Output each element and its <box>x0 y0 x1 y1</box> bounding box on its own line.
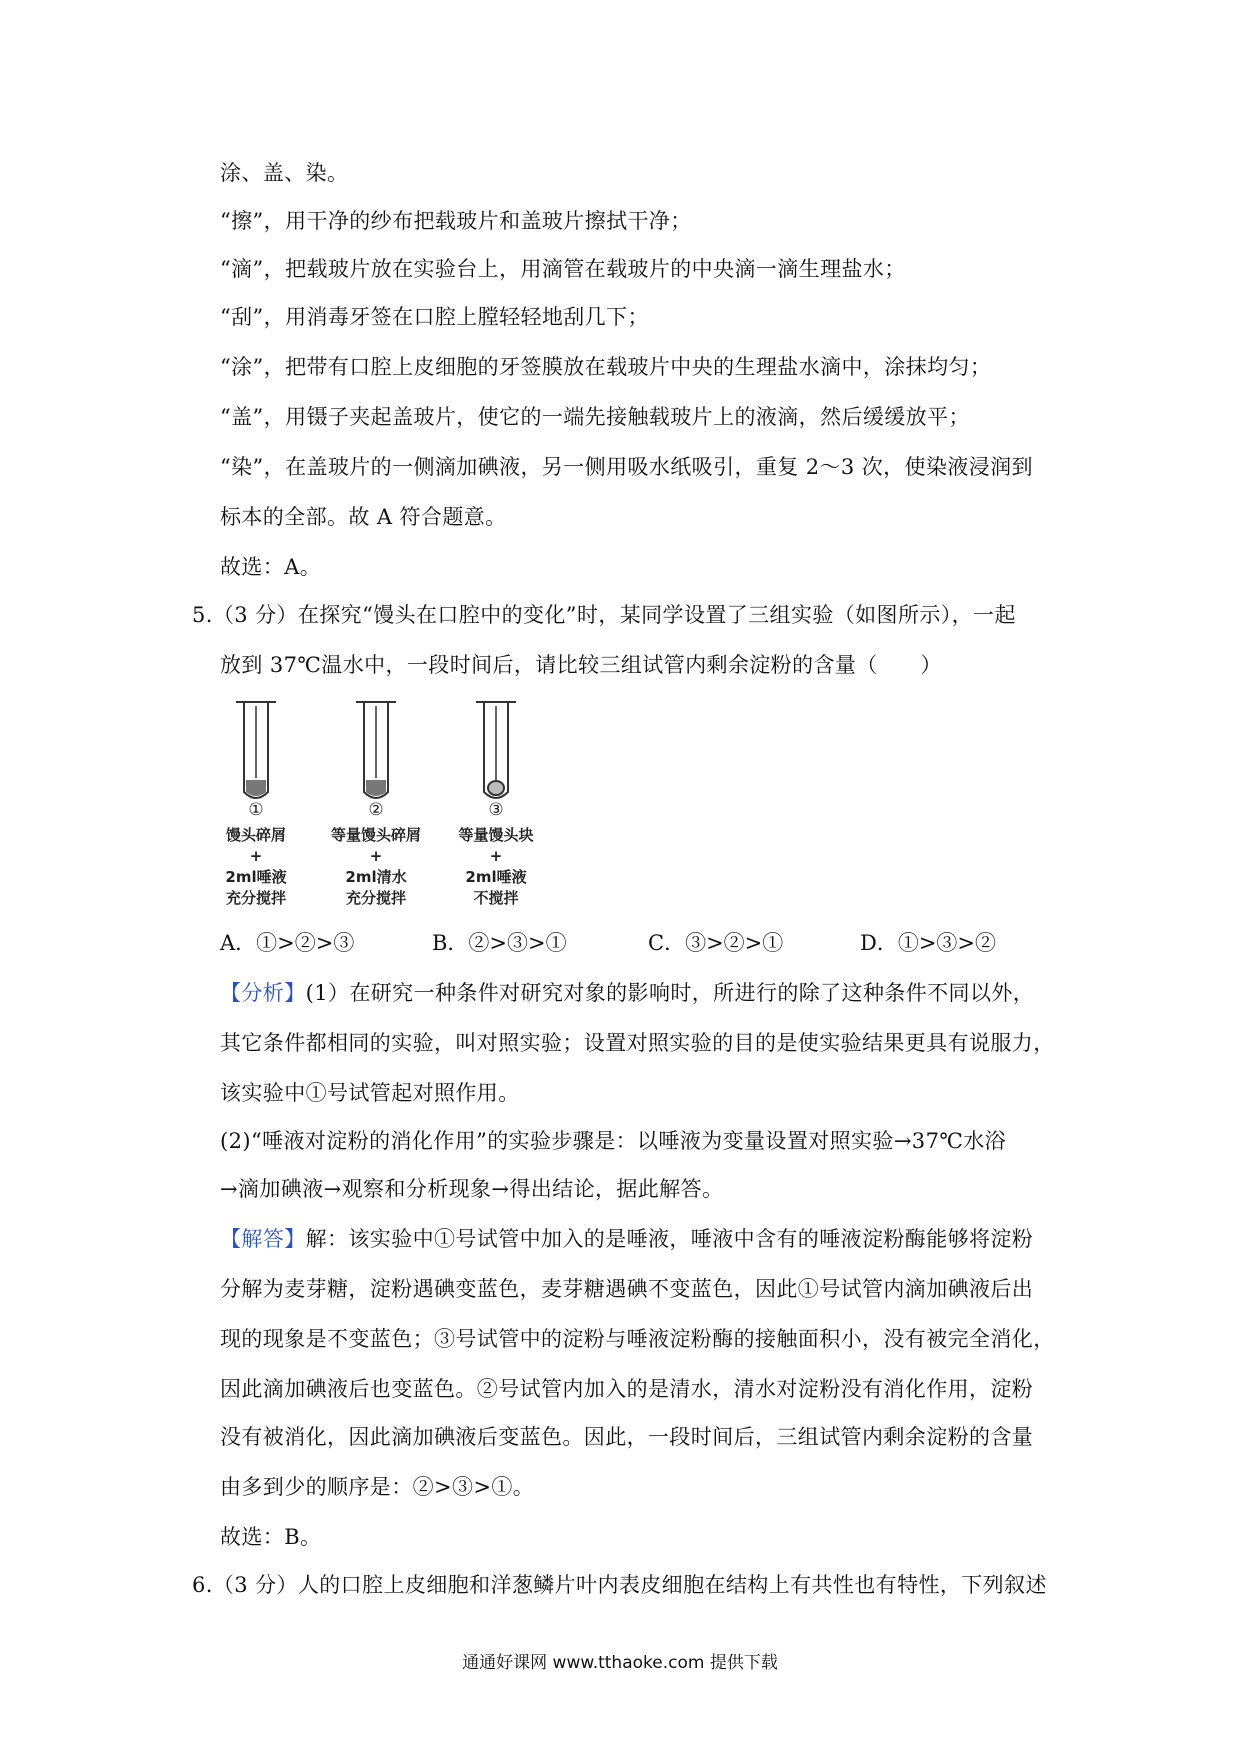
tube-2-stirring: 充分搅拌 <box>345 889 406 907</box>
footer-source: 通通好课网 www.tthaoke.com 提供下载 <box>462 1653 778 1673</box>
tube-1-stirring: 充分搅拌 <box>225 889 286 907</box>
solution-line5: 没有被消化，因此滴加碘液后变蓝色。因此，一段时间后，三组试管内剩余淀粉的含量 <box>220 1425 1034 1449</box>
solution-line3: 现的现象是不变蓝色；③号试管中的淀粉与唾液淀粉酶的接触面积小，没有被完全消化， <box>220 1327 1055 1351</box>
tube-3-stirring: 不搅拌 <box>473 889 519 907</box>
solution-tag: 【解答】 <box>220 1227 306 1251</box>
step-ran-line1: “染”，在盖玻片的一侧滴加碘液，另一侧用吸水纸吸引，重复 2～3 次，使染液浸润到 <box>220 455 1033 479</box>
tube-1-content: 馒头碎屑 <box>225 826 286 844</box>
test-tube-3 <box>476 702 516 798</box>
test-tube-2 <box>356 702 396 798</box>
step-tu: “涂”，把带有口腔上皮细胞的牙签膜放在载玻片中央的生理盐水滴中，涂抹均匀； <box>220 355 992 379</box>
option-c: C．③>②>① <box>648 931 784 955</box>
solution-line6: 由多到少的顺序是：②>③>①。 <box>220 1475 535 1499</box>
solution-line1 <box>220 1224 1070 1254</box>
test-tube-figure <box>220 700 550 910</box>
test-tube-1 <box>236 702 276 798</box>
option-b: B．②>③>① <box>432 931 567 955</box>
step-gai: “盖”，用镊子夹起盖玻片，使它的一端先接触载玻片上的液滴，然后缓缓放平； <box>220 405 970 429</box>
analysis-line4: (2)“唾液对淀粉的消化作用”的实验步骤是：以唾液为变量设置对照实验→37℃水浴 <box>220 1129 1007 1153</box>
solution-line4: 因此滴加碘液后也变蓝色。②号试管内加入的是清水，清水对淀粉没有消化作用，淀粉 <box>220 1377 1034 1401</box>
step-di: “滴”，把载玻片放在实验台上，用滴管在载玻片的中央滴一滴生理盐水； <box>220 257 906 281</box>
step-gua: “刮”，用消毒牙签在口腔上膛轻轻地刮几下； <box>220 305 649 329</box>
tube-3-liquid: 2ml唾液 <box>465 868 527 886</box>
tube-3-plus: + <box>489 847 503 865</box>
solution-text-1: 解：该实验中①号试管中加入的是唾液，唾液中含有的唾液淀粉酶能够将淀粉 <box>305 1227 1034 1251</box>
tube-2-number: ② <box>368 800 384 820</box>
tube-1-number: ① <box>248 800 264 820</box>
question-6-stem-line1: 6.（3 分）人的口腔上皮细胞和洋葱鳞片叶内表皮细胞在结构上有共性也有特性，下列叙述 <box>192 1573 1047 1597</box>
analysis-line3: 该实验中①号试管起对照作用。 <box>220 1081 520 1105</box>
step-ca: “擦”，用干净的纱布把载玻片和盖玻片擦拭干净； <box>220 209 692 233</box>
analysis-line2: 其它条件都相同的实验，叫对照实验；设置对照实验的目的是使实验结果更具有说服力， <box>220 1031 1055 1055</box>
step-ran-line2: 标本的全部。故 A 符合题意。 <box>220 505 507 529</box>
tube-3-number: ③ <box>488 800 504 820</box>
test-tubes-drawing <box>220 700 550 810</box>
analysis-line1 <box>220 978 1070 1008</box>
tube-2-content: 等量馒头碎屑 <box>330 826 421 844</box>
solution-line2: 分解为麦芽糖，淀粉遇碘变蓝色，麦芽糖遇碘不变蓝色，因此①号试管内滴加碘液后出 <box>220 1277 1034 1301</box>
question-5-stem-line1: 5.（3 分）在探究“馒头在口腔中的变化”时，某同学设置了三组实验（如图所示），一起 <box>192 603 1016 627</box>
tube-2-plus: + <box>369 847 383 865</box>
question-5-stem-line2: 放到 37℃温水中，一段时间后，请比较三组试管内剩余淀粉的含量（ ） <box>220 653 942 677</box>
tube-3-content: 等量馒头块 <box>458 826 534 844</box>
tube-3-caption <box>441 825 551 909</box>
steps-intro: 涂、盖、染。 <box>220 161 349 185</box>
question-5-answer: 故选：B。 <box>220 1525 322 1549</box>
analysis-text-1: (1）在研究一种条件对研究对象的影响时，所进行的除了这种条件不同以外， <box>305 981 1035 1005</box>
option-a: A．①>②>③ <box>220 931 355 955</box>
analysis-line5: →滴加碘液→观察和分析现象→得出结论，据此解答。 <box>220 1177 724 1201</box>
tube-1-liquid: 2ml唾液 <box>225 868 287 886</box>
tube-1-caption <box>201 825 311 909</box>
tube-2-caption <box>321 825 431 909</box>
tube-2-liquid: 2ml清水 <box>345 868 407 886</box>
tube-1-plus: + <box>249 847 263 865</box>
option-d: D．①>③>② <box>860 931 997 955</box>
steps-answer: 故选：A。 <box>220 555 322 579</box>
analysis-tag: 【分析】 <box>220 981 306 1005</box>
